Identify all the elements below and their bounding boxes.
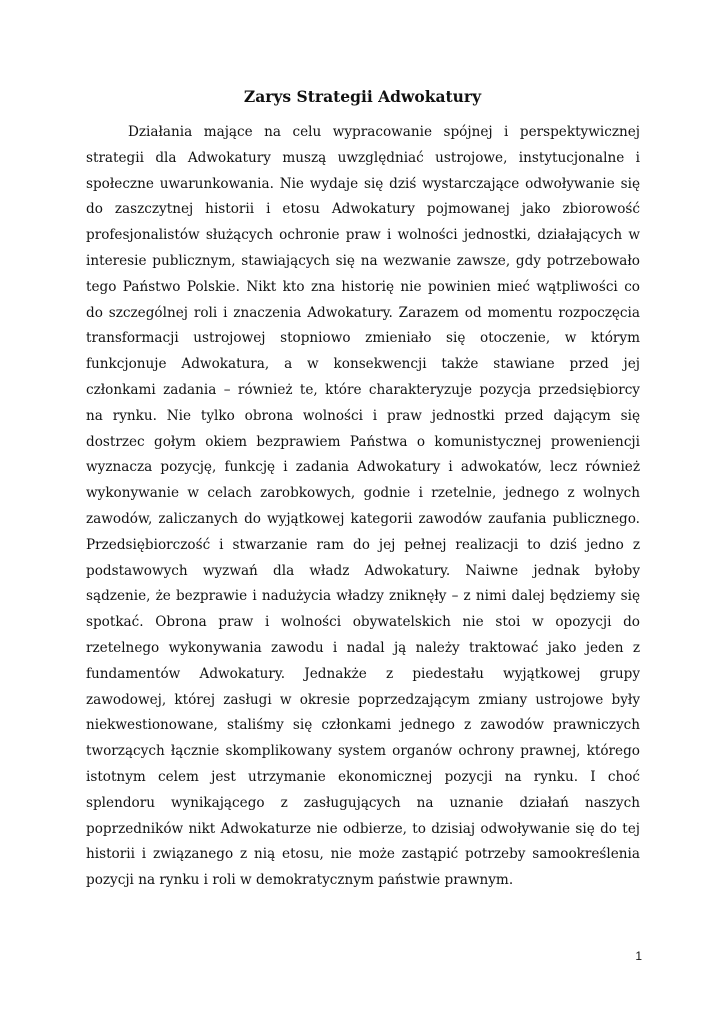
paragraph-line: Działania mające na celu wypracowanie spójnej i perspektywicznej	[128, 124, 640, 140]
paragraph-line: fundamentów Adwokatury. Jednakże z piedestału wyjątkowej grupy	[86, 665, 640, 682]
paragraph-line: na rynku. Nie tylko obrona wolności i praw jednostki przed dającym się	[86, 407, 640, 424]
paragraph-line: pozycji na rynku i roli w demokratycznym państwie prawnym.	[86, 872, 514, 889]
document-title: Zarys Strategii Adwokatury	[243, 87, 482, 106]
paragraph-line: tworzących łącznie skomplikowany system organów ochrony prawnej, którego	[86, 743, 640, 760]
paragraph-line: zawodów, zaliczanych do wyjątkowej kategorii zawodów zaufania publicznego.	[86, 510, 640, 527]
paragraph-line: rzetelnego wykonywania zawodu i nadal ją należy traktować jako jeden z	[86, 639, 640, 656]
paragraph-line: społeczne uwarunkowania. Nie wydaje się dziś wystarczające odwoływanie się	[86, 175, 640, 192]
paragraph-line: członkami zadania – również te, które charakteryzuje pozycja przedsiębiorcy	[86, 381, 640, 398]
paragraph-line: niekwestionowane, staliśmy się członkami jednego z zawodów prawniczych	[86, 717, 640, 734]
paragraph-line: zawodowej, której zasługi w okresie poprzedzającym zmiany ustrojowe były	[86, 691, 640, 708]
paragraph-line: wyznacza pozycję, funkcję i zadania Adwokatury i adwokatów, lecz również	[86, 459, 640, 476]
paragraph-line: podstawowych wyzwań dla władz Adwokatury. Naiwne jednak byłoby	[86, 562, 640, 579]
paragraph-line: sądzenie, że bezprawie i nadużycia władzy zniknęły – z nimi dalej będziemy się	[86, 588, 640, 605]
paragraph-line: Przedsiębiorczość i stwarzanie ram do jej pełnej realizacji to dziś jedno z	[86, 536, 640, 553]
paragraph-line: tego Państwo Polskie. Nikt kto zna historię nie powinien mieć wątpliwości co	[86, 278, 640, 295]
paragraph-line: splendoru wynikającego z zasługujących na uznanie działań naszych	[86, 794, 640, 811]
paragraph-line: do szczególnej roli i znaczenia Adwokatury. Zarazem od momentu rozpoczęcia	[86, 304, 640, 321]
paragraph-line: funkcjonuje Adwokatura, a w konsekwencji także stawiane przed jej	[86, 356, 640, 373]
paragraph-line: historii i związanego z nią etosu, nie może zastąpić potrzeby samookreślenia	[86, 846, 640, 863]
paragraph-line: poprzedników nikt Adwokaturze nie odbierze, to dzisiaj odwoływanie się do tej	[86, 820, 640, 837]
paragraph-line: transformacji ustrojowej stopniowo zmieniało się otoczenie, w którym	[86, 330, 640, 347]
paragraph-line: wykonywanie w celach zarobkowych, godnie i rzetelnie, jednego z wolnych	[86, 485, 640, 502]
paragraph-line: do zaszczytnej historii i etosu Adwokatury pojmowanej jako zbiorowość	[86, 201, 640, 218]
paragraph-line: spotkać. Obrona praw i wolności obywatelskich nie stoi w opozycji do	[86, 614, 640, 631]
paragraph-line: dostrzec gołym okiem bezprawiem Państwa o komunistycznej proweniencji	[86, 433, 640, 450]
paragraph-line: interesie publicznym, stawiających się na wezwanie zawsze, gdy potrzebowało	[86, 252, 640, 269]
paragraph-line: profesjonalistów służących ochronie praw i wolności jednostki, działających w	[86, 227, 640, 244]
paragraph-line: strategii dla Adwokatury muszą uwzględniać ustrojowe, instytucjonalne i	[86, 149, 640, 166]
paragraph-line: istotnym celem jest utrzymanie ekonomicznej pozycji na rynku. I choć	[86, 768, 640, 785]
page-number: 1	[635, 949, 642, 963]
body-paragraph	[86, 120, 640, 894]
